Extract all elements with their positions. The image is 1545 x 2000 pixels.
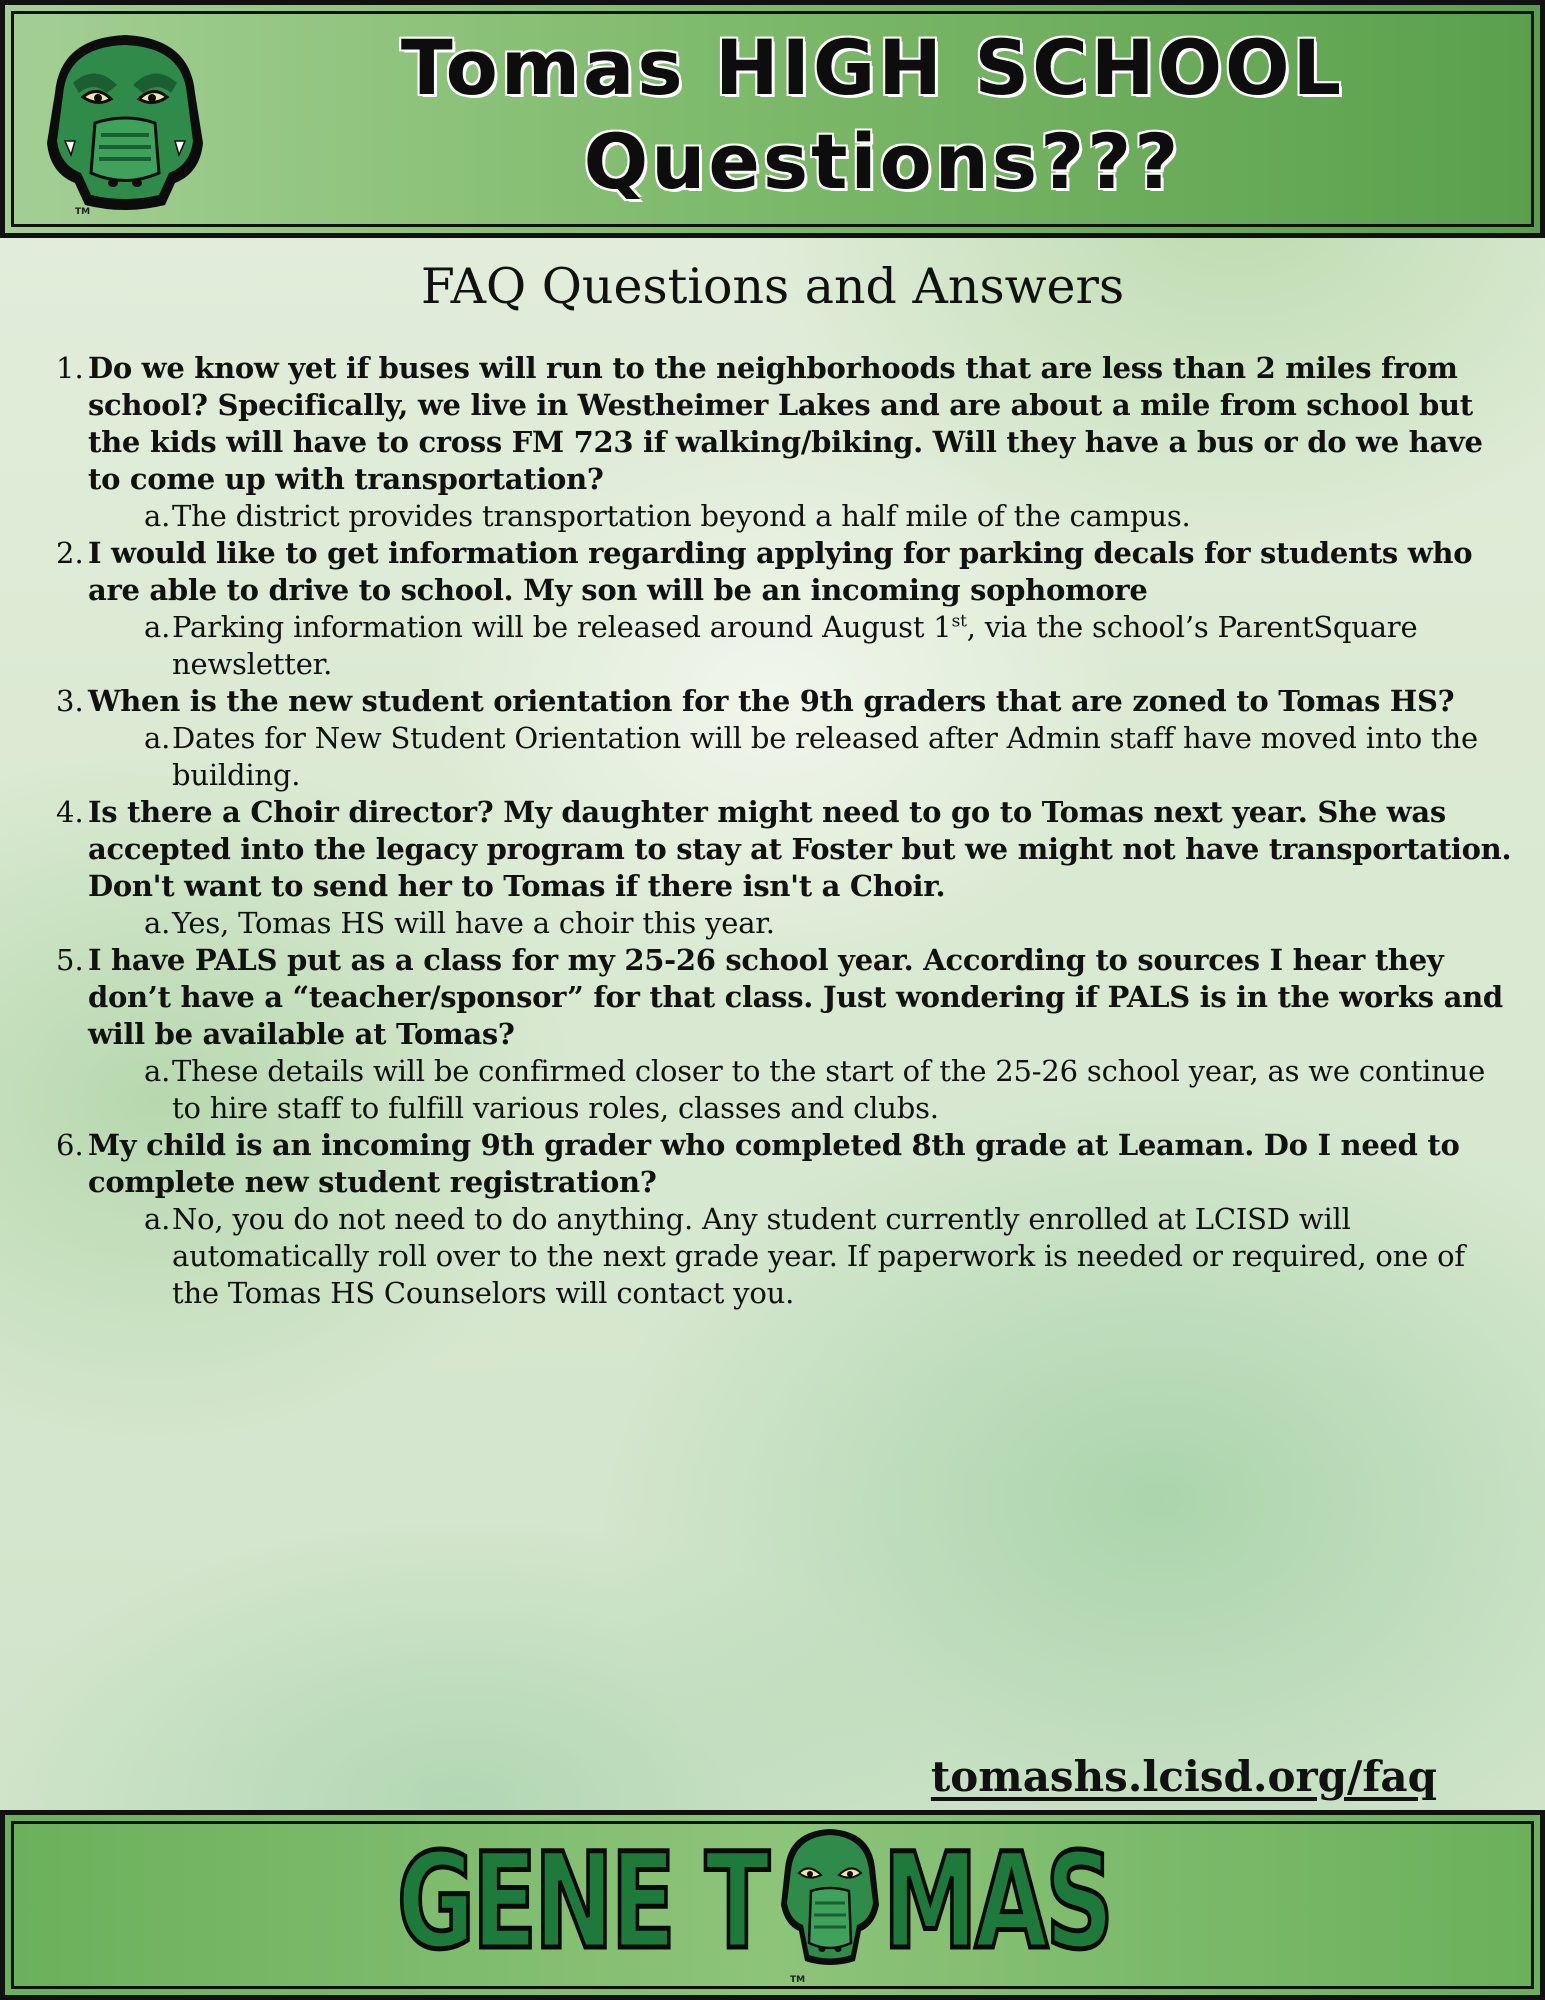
answer: [88, 1053, 1516, 1127]
answer-letter: a.: [144, 906, 171, 940]
faq-url-link[interactable]: tomashs.lcisd.org/faq: [930, 1752, 1437, 1801]
answer-text: Dates for New Student Orientation will be released after Admin staff have moved into the building.: [172, 721, 1478, 792]
faq-item-6: [56, 1127, 1516, 1312]
answer-superscript: st: [951, 611, 967, 632]
question-number: 4.: [56, 795, 84, 829]
question-number: 6.: [56, 1128, 84, 1162]
question-text: When is the new student orientation for the 9th graders that are zoned to Tomas HS?: [88, 684, 1455, 718]
footer-logo-word-gene: GENE: [397, 1825, 673, 1979]
question-text: My child is an incoming 9th grader who completed 8th grade at Leaman. Do I need to complete new student registration?: [88, 1128, 1460, 1199]
answer-text: The district provides transportation beyond a half mile of the campus.: [172, 499, 1191, 533]
answer: [88, 498, 1516, 535]
question-text: Is there a Choir director? My daughter might need to go to Tomas next year. She was accepted into the legacy program to stay at Foster but we might not have transportation. Don't want to send her to Tomas if there isn't a Choir.: [88, 795, 1512, 903]
question-text: I would like to get information regarding applying for parking decals for students who are able to drive to school. My son will be an incoming sophomore: [88, 536, 1473, 607]
answer-letter: a.: [144, 1054, 171, 1088]
answer: [88, 1201, 1516, 1312]
faq-item-5: [56, 942, 1516, 1127]
faq-item-2: [56, 535, 1516, 683]
answer-text-end: , via the school’s ParentSquare newsletter.: [172, 610, 1418, 681]
answer-text: Yes, Tomas HS will have a choir this year.: [172, 906, 775, 940]
question-text: I have PALS put as a class for my 25-26 school year. According to sources I hear they don’t have a “teacher/sponsor” for that class. Just wondering if PALS is in the works and will be available at Tomas?: [88, 943, 1503, 1051]
page-title-line-1: Tomas HIGH SCHOOL: [400, 23, 1345, 112]
faq-item-1: [56, 350, 1516, 535]
footer-banner: [0, 1810, 1545, 2000]
question-text: Do we know yet if buses will run to the neighborhoods that are less than 2 miles from school? Specifically, we live in Westheimer Lakes and are about a mile from school but the kids will have to cross FM 723 if walking/biking. Will they have a bus or do we have to come up with transportation?: [88, 351, 1483, 496]
question-number: 3.: [56, 684, 84, 718]
alligator-mascot-icon: [775, 1823, 885, 1973]
answer-letter: a.: [144, 610, 171, 644]
answer-text: These details will be confirmed closer to the start of the 25-26 school year, as we continue to hire staff to fulfill various roles, classes and clubs.: [172, 1054, 1486, 1125]
footer-logo-letter-t: T: [705, 1825, 767, 1979]
answer: [88, 609, 1516, 683]
header-banner: [0, 0, 1545, 238]
footer-logo-word-mas: MAS: [883, 1825, 1111, 1979]
question-number: 1.: [56, 351, 84, 385]
faq-item-3: [56, 683, 1516, 794]
footer-inner-border: [11, 1821, 1534, 1989]
answer: [88, 905, 1516, 942]
answer-text: No, you do not need to do anything. Any student currently enrolled at LCISD will automatically roll over to the next grade year. If paperwork is needed or required, one of the Tomas HS Counselors will contact you.: [172, 1202, 1465, 1310]
answer-letter: a.: [144, 1202, 171, 1236]
trademark-mark: TM: [790, 1975, 806, 1985]
faq-list: [56, 350, 1516, 1312]
answer: [88, 720, 1516, 794]
answer-text-start: Parking information will be released around August 1: [172, 610, 952, 644]
faq-item-4: [56, 794, 1516, 942]
answer-letter: a.: [144, 721, 171, 755]
faq-heading: FAQ Questions and Answers: [420, 258, 1125, 315]
trademark-mark: TM: [75, 207, 91, 217]
page-title-line-2: Questions???: [583, 117, 1182, 206]
question-number: 5.: [56, 943, 84, 977]
question-number: 2.: [56, 536, 84, 570]
alligator-mascot-icon: [35, 23, 215, 213]
answer-letter: a.: [144, 499, 171, 533]
